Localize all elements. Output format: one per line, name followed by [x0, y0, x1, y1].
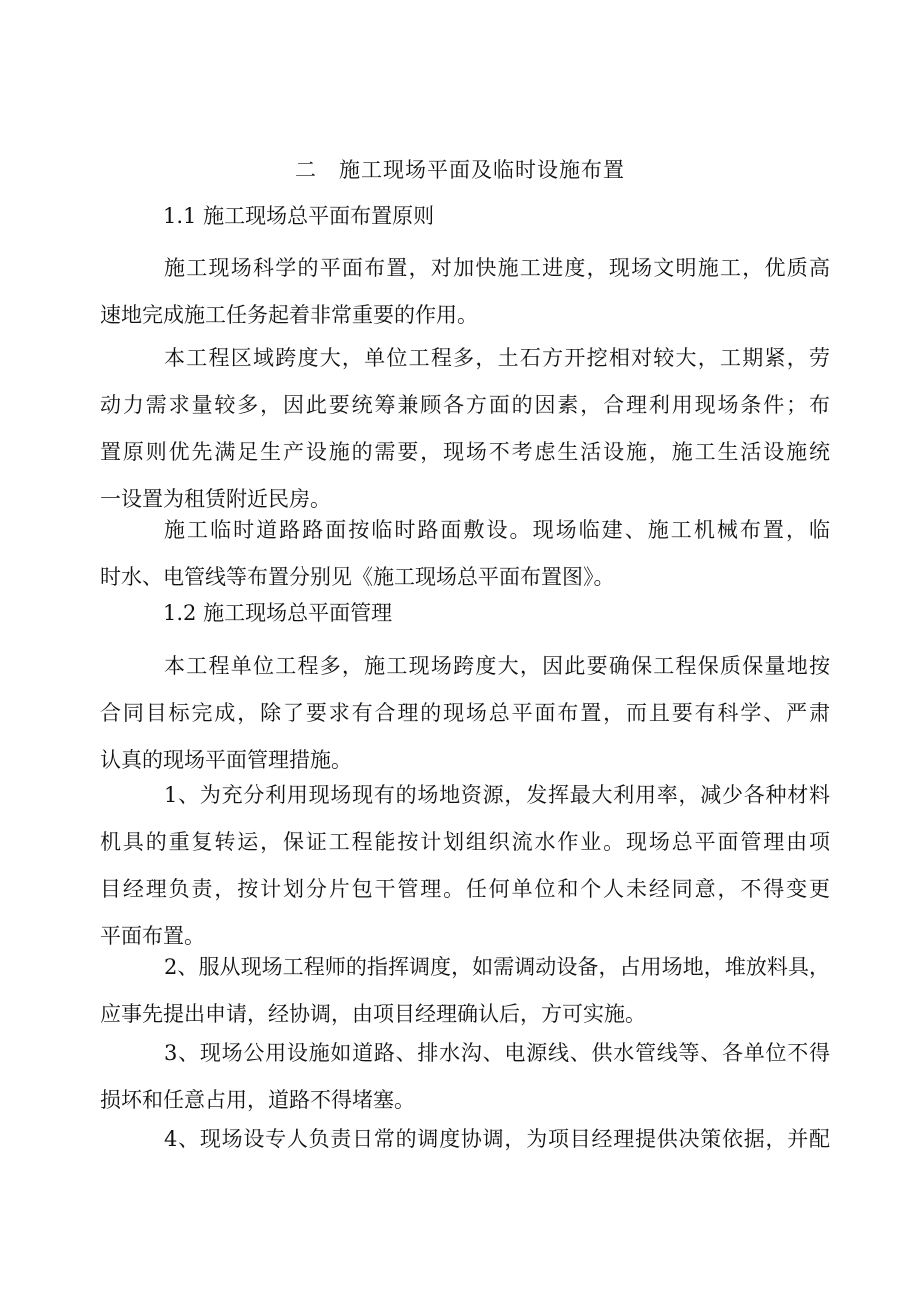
- text-line: 本工程区域跨度大，单位工程多，土石方开挖相对较大，工期紧，劳: [164, 346, 830, 370]
- text-line: 施工现场科学的平面布置，对加快施工进度，现场文明施工，优质高: [164, 256, 830, 280]
- paragraph-item-3: [100, 1030, 830, 1124]
- text-line: 应事先提出申请，经协调，由项目经理确认后，方可实施。: [100, 1002, 646, 1026]
- text-line: 时水、电管线等布置分别见《施工现场总平面布置图》。: [100, 565, 615, 589]
- text-line: 机具的重复转运，保证工程能按计划组织流水作业。现场总平面管理由项: [100, 830, 830, 854]
- paragraph-temporary-roads: [100, 507, 830, 601]
- text-line: 认真的现场平面管理措施。: [100, 748, 352, 772]
- paragraph-item-4: [100, 1116, 830, 1163]
- paragraph-item-1: [100, 772, 830, 960]
- paragraph-layout-principle: [100, 245, 830, 339]
- text-line: 置原则优先满足生产设施的需要，现场不考虑生活设施，施工生活设施统: [100, 440, 830, 464]
- text-line: 3、现场公用设施如道路、排水沟、电源线、供水管线等、各单位不得: [164, 1041, 830, 1065]
- text-line: 速地完成施工任务起着非常重要的作用。: [100, 303, 478, 327]
- text-line: 平面布置。: [100, 924, 205, 948]
- text-line: 本工程单位工程多，施工现场跨度大，因此要确保工程保质保量地按: [164, 654, 830, 678]
- paragraph-project-scope: [100, 335, 830, 523]
- text-line: 1、为充分利用现场现有的场地资源，发挥最大利用率，减少各种材料: [164, 783, 830, 807]
- paragraph-item-2: [100, 944, 830, 1038]
- text-line: 合同目标完成，除了要求有合理的现场总平面布置，而且要有科学、严肃: [100, 701, 830, 725]
- section-title: 二 施工现场平面及临时设施布置: [295, 158, 625, 182]
- text-line: 目经理负责，按计划分片包干管理。任何单位和个人未经同意，不得变更: [100, 877, 830, 901]
- text-line: 4、现场设专人负责日常的调度协调，为项目经理提供决策依据，并配: [164, 1127, 830, 1151]
- text-line: 损坏和任意占用，道路不得堵塞。: [100, 1088, 415, 1112]
- subsection-heading-1-1: 1.1 施工现场总平面布置原则: [163, 204, 435, 228]
- text-line: 动力需求量较多，因此要统筹兼顾各方面的因素，合理利用现场条件；布: [100, 393, 830, 417]
- subsection-heading-1-2: 1.2 施工现场总平面管理: [163, 601, 393, 625]
- paragraph-site-management: [100, 643, 830, 784]
- text-line: 施工临时道路路面按临时路面敷设。现场临建、施工机械布置，临: [164, 518, 830, 542]
- text-line: 2、服从现场工程师的指挥调度，如需调动设备，占用场地，堆放料具，: [164, 955, 830, 979]
- text-line: 一设置为租赁附近民房。: [100, 487, 331, 511]
